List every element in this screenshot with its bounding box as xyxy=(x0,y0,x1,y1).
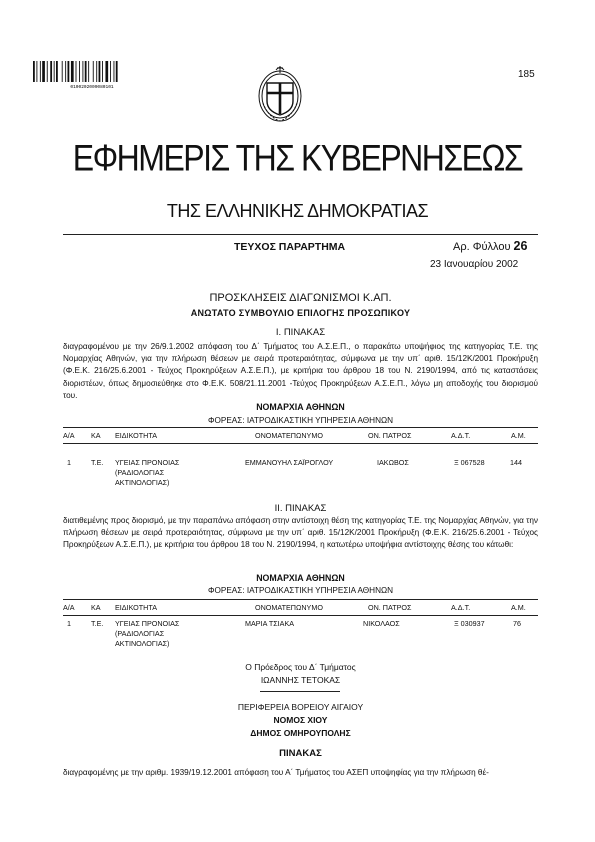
issue-type: ΤΕΥΧΟΣ ΠΑΡΑΡΤΗΜΑ xyxy=(234,241,346,253)
sheet-number-value: 26 xyxy=(513,239,528,253)
cell-adt: Ξ 030937 xyxy=(454,619,485,628)
region-line1: ΠΕΡΙΦΕΡΕΙΑ ΒΟΡΕΙΟΥ ΑΙΓΑΙΟΥ xyxy=(237,702,364,712)
pinakas1-foreas: ΦΟΡΕΑΣ: ΙΑΤΡΟΔΙΚΑΣΤΙΚΗ ΥΠΗΡΕΣΙΑ ΑΘΗΝΩΝ xyxy=(207,416,394,425)
cell-name: ΕΜΜΑΝΟΥΗΛ ΣΑΪΡΟΓΛΟΥ xyxy=(245,458,334,467)
table-row xyxy=(63,458,538,492)
barcode-text: 0100202009080101 xyxy=(70,85,114,89)
cell-aa: 1 xyxy=(67,619,71,628)
pinakas1-heading: Ι. ΠΙΝΑΚΑΣ xyxy=(275,327,326,338)
pinakas2-nomarchia: ΝΟΜΑΡΧΙΑ ΑΘΗΝΩΝ xyxy=(256,573,345,583)
sheet-number xyxy=(453,239,527,253)
pinakas2-paragraph: διατιθεμένης προς διορισμό, με την παραπάνω απόφαση στην αντίστοιχη θέση της κατηγορίας Τ.Ε. της Νομαρχίας Αθηνών, για την πλήρωση θέσεων με σειρά προτεραιότητας, σύμφωνα με την υπ΄ αριθ. 15/12Κ/2001 Προκήρυξη (Φ.Ε.Κ. 216/25.6.2001 - Τεύχος Προκηρύξεων Α.Σ.Ε.Π.), με κριτήρια του άρθρου 18 του Ν. 2190/1994, η κατωτέρω υποψήφια αντίστοιχης θέσης του κάτωθι: xyxy=(63,516,538,550)
signature-name: ΙΩΑΝΝΗΣ ΤΕΤΟΚΑΣ xyxy=(260,675,341,685)
col-am: Α.Μ. xyxy=(511,603,526,612)
cell-eidikotita: ΥΓΕΙΑΣ ΠΡΟΝΟΙΑΣ (ΡΑΔΙΟΛΟΓΙΑΣ ΑΚΤΙΝΟΛΟΓΙΑΣ) xyxy=(115,458,180,487)
cell-ka: Τ.Ε. xyxy=(91,619,104,628)
col-adt: Α.Δ.Τ. xyxy=(451,603,471,612)
col-eidikotita: ΕΙΔΙΚΟΤΗΤΑ xyxy=(115,431,157,440)
col-father: ΟΝ. ΠΑΤΡΟΣ xyxy=(368,431,412,440)
header-divider xyxy=(63,234,538,235)
col-adt: Α.Δ.Τ. xyxy=(451,431,471,440)
col-ka: ΚΑ xyxy=(91,431,101,440)
pinakas2-foreas: ΦΟΡΕΑΣ: ΙΑΤΡΟΔΙΚΑΣΤΙΚΗ ΥΠΗΡΕΣΙΑ ΑΘΗΝΩΝ xyxy=(207,586,394,595)
gazette-title: ΕΦΗΜΕΡΙΣ ΤΗΣ ΚΥΒΕΡΝΗΣΕΩΣ xyxy=(72,137,523,179)
section-org: ΑΝΩΤΑΤΟ ΣΥΜΒΟΥΛΙΟ ΕΠΙΛΟΓΗΣ ΠΡΟΣΩΠΙΚΟΥ xyxy=(190,308,411,318)
pinakas2-heading: ΙΙ. ΠΙΝΑΚΑΣ xyxy=(274,503,327,514)
table1-header-rule xyxy=(63,443,538,444)
cell-name: ΜΑΡΙΑ ΤΣΙΑΚΑ xyxy=(245,619,295,628)
region-paragraph: διαγραφομένης με την αριθμ. 1939/19.12.2001 απόφαση του Α΄ Τμήματος του ΑΣΕΠ υποψηφίας για την πλήρωση θέ- xyxy=(63,768,489,777)
col-aa: Α/Α xyxy=(63,603,75,612)
cell-am: 76 xyxy=(513,619,521,628)
issue-date: 23 Ιανουαρίου 2002 xyxy=(430,259,519,270)
col-ka: ΚΑ xyxy=(91,603,101,612)
table1-top-rule xyxy=(63,427,538,428)
col-eidikotita: ΕΙΔΙΚΟΤΗΤΑ xyxy=(115,603,157,612)
cell-am: 144 xyxy=(510,458,522,467)
section-heading: ΠΡΟΣΚΛΗΣΕΙΣ ΔΙΑΓΩΝΙΣΜΟΙ Κ.ΑΠ. xyxy=(209,292,392,304)
gazette-subtitle: ΤΗΣ ΕΛΛΗΝΙΚΗΣ ΔΗΜΟΚΡΑΤΙΑΣ xyxy=(166,201,429,221)
col-aa: Α/Α xyxy=(63,431,75,440)
barcode xyxy=(33,61,151,89)
pinakas1-paragraph: διαγραφομένου με την 26/9.1.2002 απόφαση του Δ΄ Τμήματος του Α.Σ.Ε.Π., ο παρακάτω υποψήφιος της κατηγορίας Τ.Ε. της Νομαρχίας Αθηνών, για την πλήρωση θέσεων με σειρά προτεραιότητας, σύμφωνα με την υπ΄ αριθ. 15/12Κ/2001 Προκήρυξη (Φ.Ε.Κ. 216/25.6.2001 - Τεύχος Προκηρύξεων Α.Σ.Ε.Π.), με κριτήρια του άρθρου 18 του Ν. 2190/1994, από τις καταστάσεις διοριστέων, όπως δημοσιεύθηκε στο Φ.Ε.Κ. 508/21.11.2001 -Τεύχος Προκηρύξεων Α.Σ.Ε.Π., λόγω μη αποδοχής του διορισμού του. xyxy=(63,342,538,400)
sheet-label: Αρ. Φύλλου xyxy=(453,241,511,253)
region-heading: ΠΙΝΑΚΑΣ xyxy=(279,748,322,759)
cell-ka: Τ.Ε. xyxy=(91,458,104,467)
table-row xyxy=(63,619,538,653)
cell-eidikotita: ΥΓΕΙΑΣ ΠΡΟΝΟΙΑΣ (ΡΑΔΙΟΛΟΓΙΑΣ ΑΚΤΙΝΟΛΟΓΙΑΣ) xyxy=(115,619,180,648)
table2-top-rule xyxy=(63,599,538,600)
table2-header xyxy=(63,603,538,613)
pinakas1-nomarchia: ΝΟΜΑΡΧΙΑ ΑΘΗΝΩΝ xyxy=(256,402,345,412)
col-name: ΟΝΟΜΑΤΕΠΩΝΥΜΟ xyxy=(255,431,323,440)
signature-role: Ο Πρόεδρος του Δ΄ Τμήματος xyxy=(245,662,356,672)
region-line3: ΔΗΜΟΣ ΟΜΗΡΟΥΠΟΛΗΣ xyxy=(250,728,351,738)
cell-father: ΙΑΚΩΒΟΣ xyxy=(377,458,409,467)
page-number: 185 xyxy=(518,69,535,80)
table2-header-rule xyxy=(63,615,538,616)
region-line2: ΝΟΜΟΣ ΧΙΟΥ xyxy=(273,715,328,725)
cell-aa: 1 xyxy=(67,458,71,467)
table1-header xyxy=(63,431,538,441)
col-am: Α.Μ. xyxy=(511,431,526,440)
col-name: ΟΝΟΜΑΤΕΠΩΝΥΜΟ xyxy=(255,603,323,612)
coat-of-arms-emblem xyxy=(255,63,305,125)
cell-adt: Ξ 067528 xyxy=(454,458,485,467)
signature-rule xyxy=(260,691,340,692)
col-father: ΟΝ. ΠΑΤΡΟΣ xyxy=(368,603,412,612)
cell-father: ΝΙΚΟΛΑΟΣ xyxy=(363,619,400,628)
